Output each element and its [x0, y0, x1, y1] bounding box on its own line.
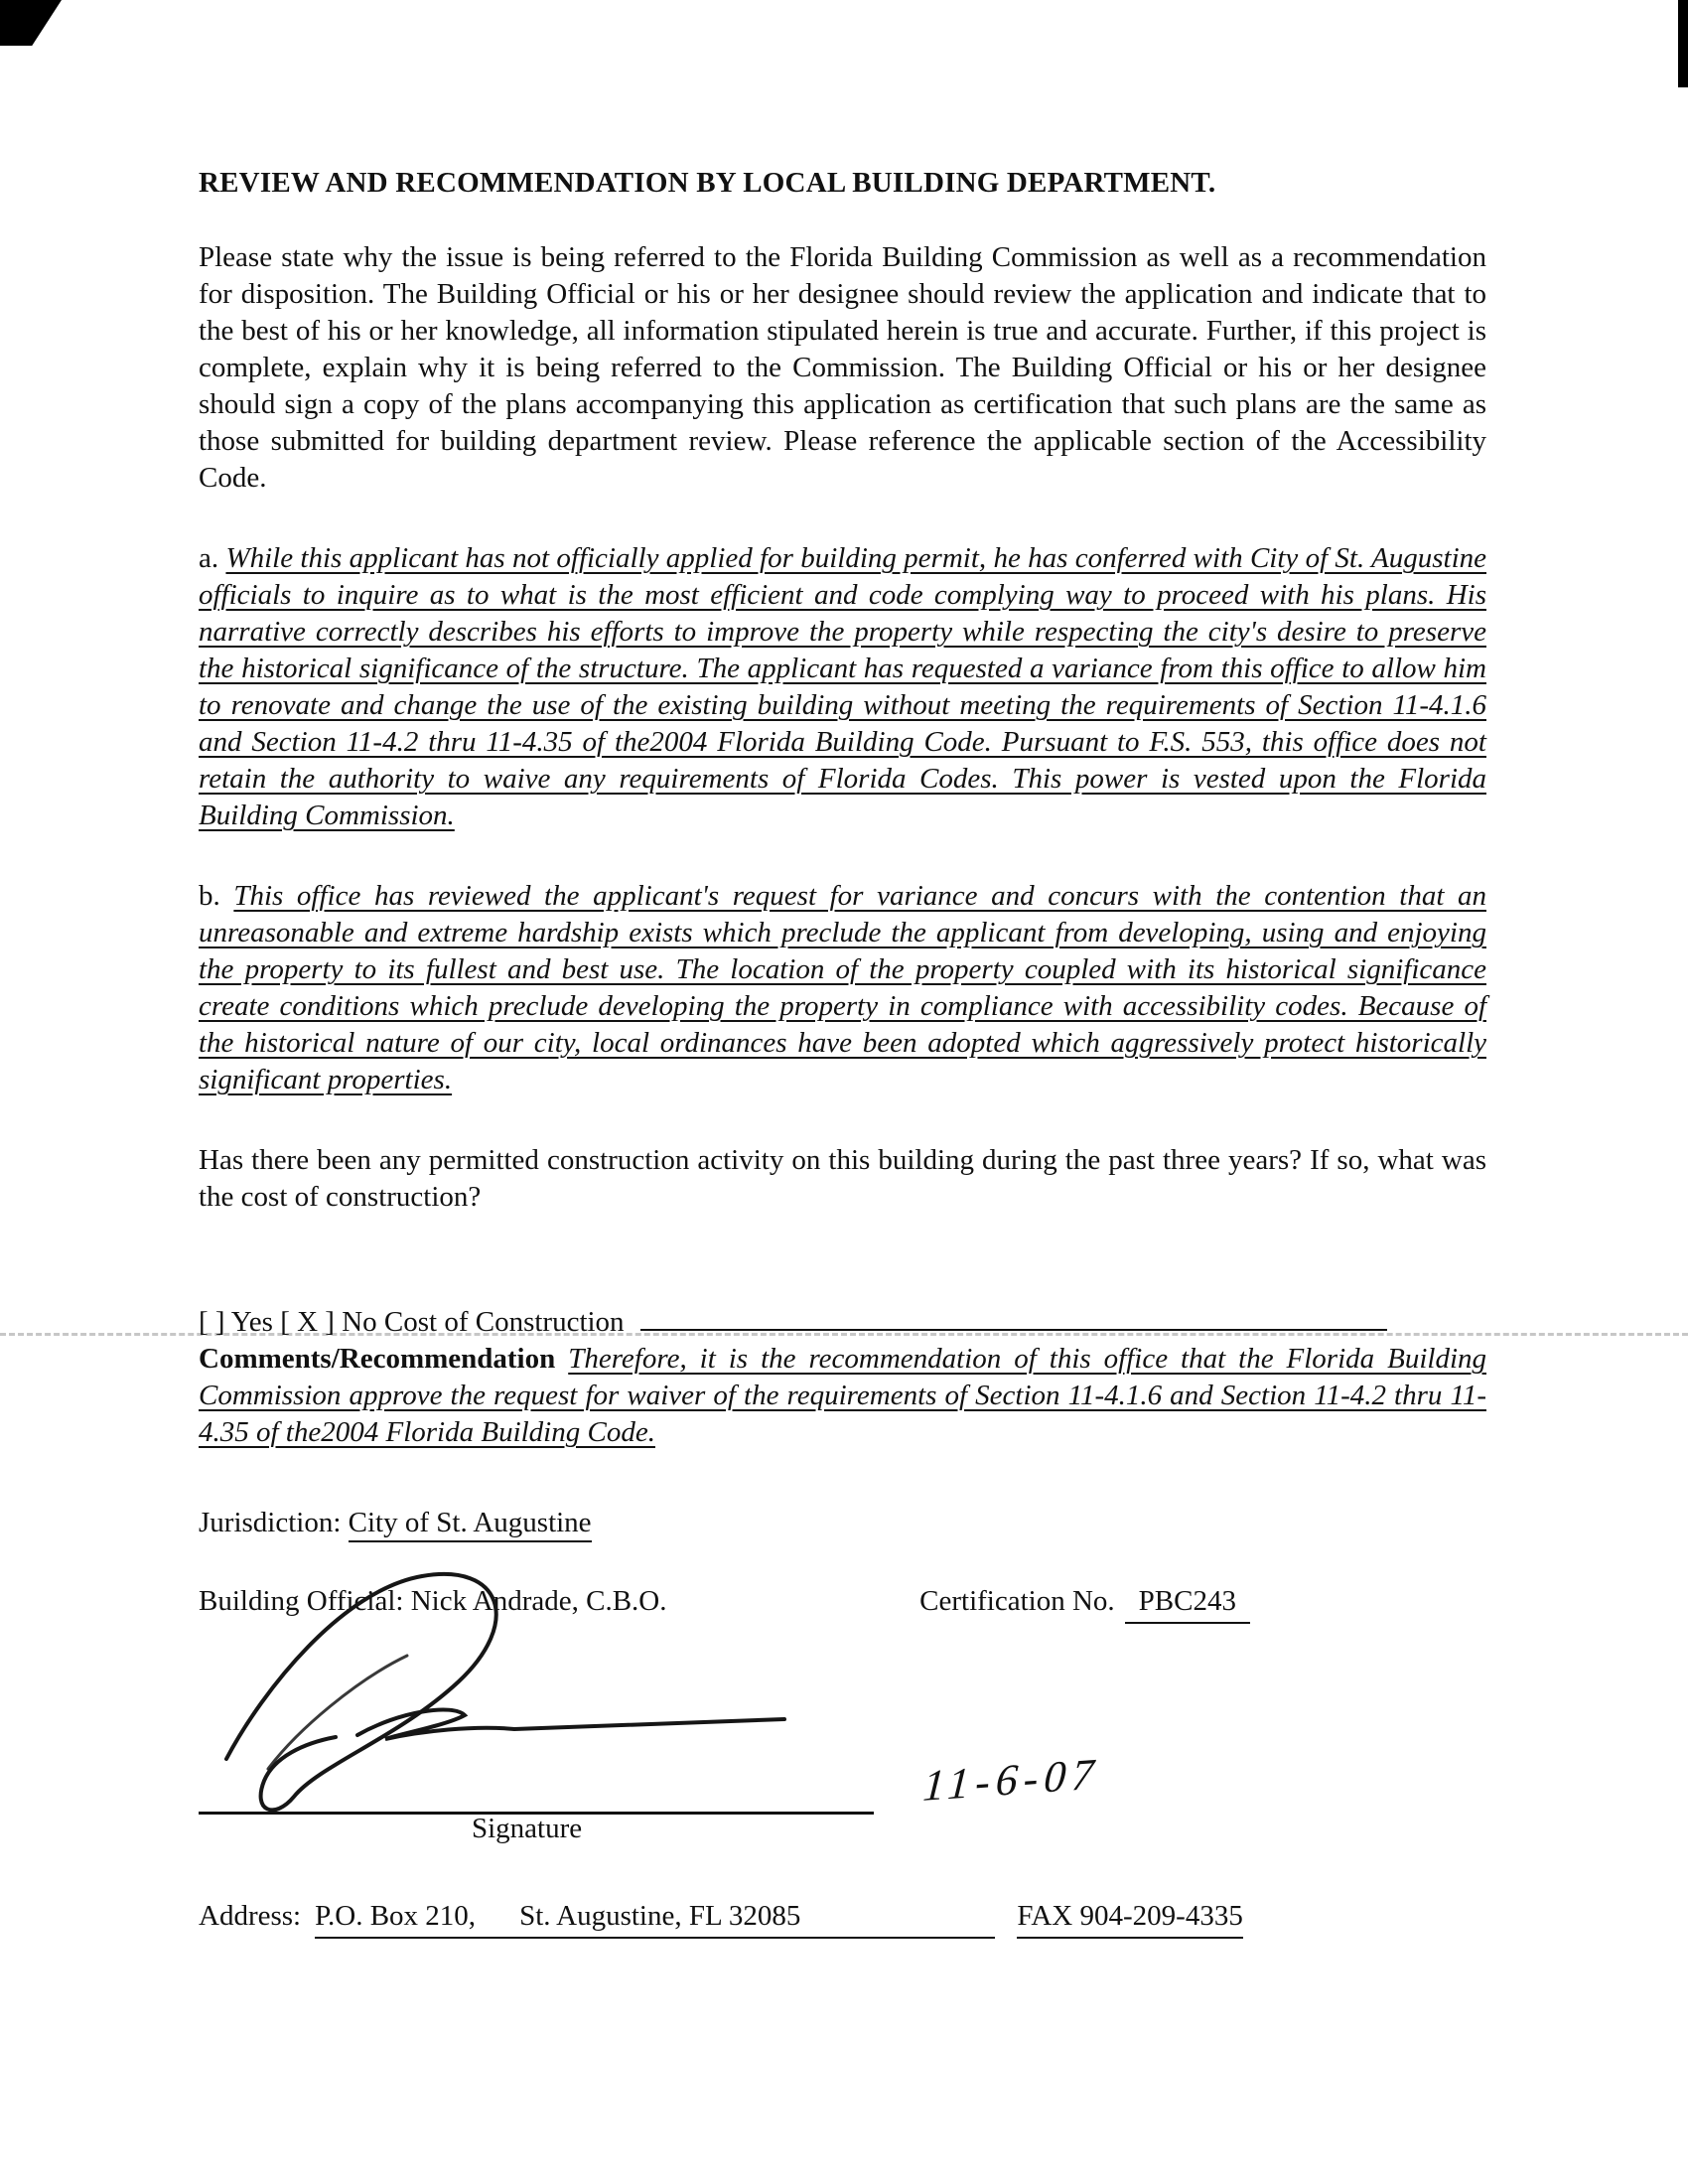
- signature-block: [199, 1719, 1486, 1844]
- yes-no-row: [199, 1301, 1486, 1341]
- jurisdiction-row: [199, 1505, 1486, 1541]
- fax-value: FAX 904-209-4335: [1017, 1900, 1243, 1932]
- comments-text: Therefore, it is the recommendation of this office that the Florida Building Commission approve the request for waiver of the requirements of Section 11-4.1.6 and Section 11-4.2 thru 11-4.35 of the2004 Florida Building Code.: [199, 1343, 1487, 1448]
- section-a-text: While this applicant has not officially applied for building permit, he has conferred with City of St. Augustine officials to inquire as to what is the most efficient and code complying way to proceed with his plans. His narrative correctly describes his efforts to improve the property while respecting the city's desire to preserve the historical significance of the structure. The applicant has requested a variance from this office to allow him to renovate and change the use of the existing building without meeting the requirements of Section 11-4.1.6 and Section 11-4.2 thru 11-4.35 of the2004 Florida Building Code. Pursuant to F.S. 553, this office does not retain the authority to waive any requirements of Florida Codes. This power is vested upon the Florida Building Commission.: [199, 542, 1487, 831]
- scan-artifact-edge-bar: [1678, 0, 1688, 87]
- jurisdiction-value: City of St. Augustine: [349, 1507, 592, 1542]
- certification-label: Certification No.: [919, 1585, 1115, 1617]
- section-b-paragraph: [199, 878, 1486, 1098]
- address-po-box: P.O. Box 210,: [315, 1900, 477, 1932]
- section-a-label: a.: [199, 542, 226, 574]
- comments-label: Comments/Recommendation: [199, 1343, 556, 1375]
- cost-blank-line: [640, 1301, 1387, 1331]
- signature-label: Signature: [472, 1813, 583, 1844]
- section-a-paragraph: [199, 540, 1486, 834]
- document-title: REVIEW AND RECOMMENDATION BY LOCAL BUILDING DEPARTMENT.: [199, 167, 1216, 199]
- cost-of-construction-label: Cost of Construction: [383, 1306, 625, 1338]
- address-label: Address:: [199, 1900, 302, 1932]
- jurisdiction-label: Jurisdiction:: [199, 1507, 342, 1538]
- no-checkbox-text: [ X ] No: [280, 1306, 377, 1338]
- scan-artifact-corner: [0, 0, 62, 46]
- address-row: [199, 1898, 1486, 1939]
- building-official-label: Building Official:: [199, 1585, 404, 1617]
- intro-paragraph: Please state why the issue is being referred to the Florida Building Commission as well as a recommendation for disposition. The Building Official or his or her designee should review the application and indicate that to the best of his or her knowledge, all information stipulated herein is true and accurate. Further, if this project is complete, explain why it is being referred to the Commission. The Building Official or his or her designee should sign a copy of the plans accompanying this application as certification that such plans are the same as those submitted for building department review. Please reference the applicable section of the Accessibility Code.: [199, 241, 1486, 494]
- document-content: [199, 167, 1486, 1939]
- signature-line: [199, 1782, 874, 1815]
- building-official-row: [199, 1583, 1486, 1624]
- certification-value: PBC243: [1138, 1585, 1236, 1617]
- section-b-text: This office has reviewed the applicant's request for variance and concurs with the contention that an unreasonable and extreme hardship exists which preclude the applicant from developing, using and enjoying the property to its fullest and best use. The location of the property coupled with its historical significance create conditions which preclude developing the property in compliance with accessibility codes. Because of the historical nature of our city, local ordinances have been adopted which aggressively protect historically significant properties.: [199, 880, 1486, 1095]
- address-city: St. Augustine, FL 32085: [519, 1900, 801, 1932]
- construction-question: Has there been any permitted construction activity on this building during the past three years? If so, what was the cost of construction?: [199, 1144, 1486, 1213]
- section-b-label: b.: [199, 880, 234, 912]
- address-value-underline: [315, 1898, 995, 1939]
- signature-date: 11-6-07: [921, 1749, 1102, 1811]
- yes-checkbox-text: [ ] Yes: [199, 1306, 273, 1338]
- comments-paragraph: [199, 1341, 1486, 1451]
- building-official-value: Nick Andrade, C.B.O.: [410, 1585, 667, 1617]
